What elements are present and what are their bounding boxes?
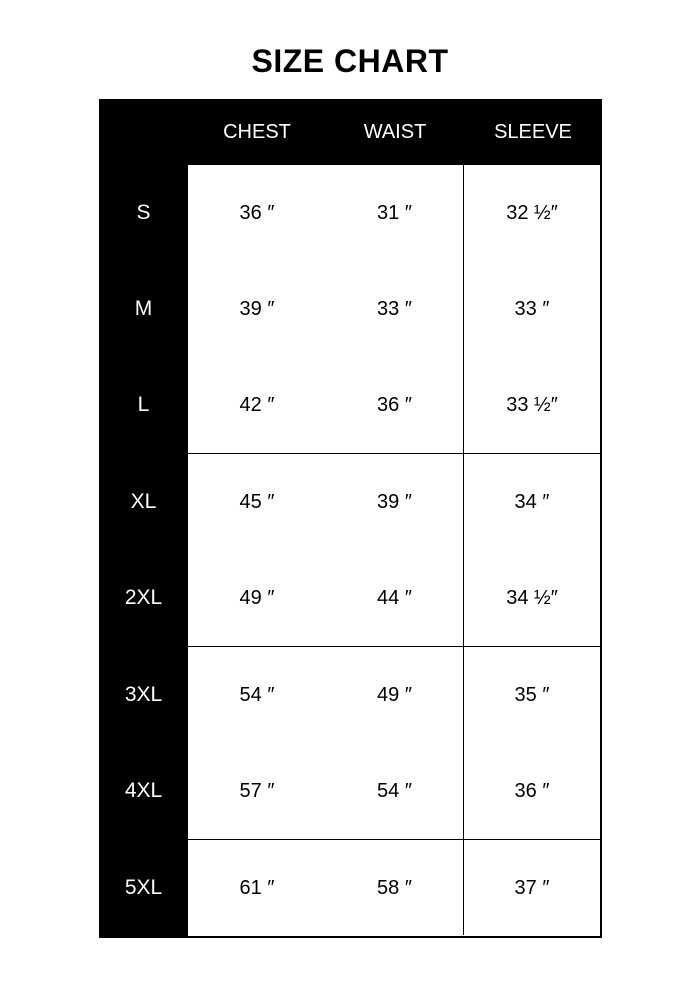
cell-waist-l: 36 ″ bbox=[326, 357, 464, 454]
size-label-l: L bbox=[137, 393, 150, 416]
cell-sleeve-s: 32 ½″ bbox=[464, 165, 600, 262]
cell-chest-l: 42 ″ bbox=[188, 357, 327, 454]
cell-waist-2xl: 44 ″ bbox=[326, 550, 464, 647]
size-label-xl: XL bbox=[130, 490, 157, 513]
size-label-3xl: 3XL bbox=[124, 683, 163, 706]
page-title: SIZE CHART bbox=[251, 43, 449, 79]
size-label-5xl: 5XL bbox=[124, 876, 163, 899]
cell-waist-4xl: 54 ″ bbox=[326, 743, 464, 840]
cell-chest-4xl: 57 ″ bbox=[188, 743, 327, 840]
cell-waist-m: 33 ″ bbox=[326, 261, 464, 358]
cell-chest-s: 36 ″ bbox=[188, 165, 327, 262]
cell-chest-2xl: 49 ″ bbox=[188, 550, 327, 647]
column-header-chest: CHEST bbox=[223, 121, 291, 143]
measurement-grid bbox=[187, 164, 601, 937]
cell-sleeve-4xl: 36 ″ bbox=[464, 743, 600, 840]
cell-chest-xl: 45 ″ bbox=[188, 454, 327, 551]
size-label-s: S bbox=[136, 201, 151, 224]
size-label-4xl: 4XL bbox=[124, 779, 163, 802]
cell-sleeve-5xl: 37 ″ bbox=[464, 840, 600, 935]
cell-chest-3xl: 54 ″ bbox=[188, 647, 327, 744]
cell-sleeve-3xl: 35 ″ bbox=[464, 647, 600, 744]
cell-sleeve-2xl: 34 ½″ bbox=[464, 550, 600, 647]
cell-sleeve-m: 33 ″ bbox=[464, 261, 600, 358]
cell-sleeve-l: 33 ½″ bbox=[464, 357, 600, 454]
cell-waist-3xl: 49 ″ bbox=[326, 647, 464, 744]
cell-waist-xl: 39 ″ bbox=[326, 454, 464, 551]
size-label-2xl: 2XL bbox=[124, 586, 163, 609]
cell-chest-5xl: 61 ″ bbox=[188, 840, 327, 935]
cell-sleeve-xl: 34 ″ bbox=[464, 454, 600, 551]
cell-waist-s: 31 ″ bbox=[326, 165, 464, 262]
column-header-sleeve: SLEEVE bbox=[494, 121, 572, 143]
size-chart-table bbox=[99, 99, 602, 938]
cell-waist-5xl: 58 ″ bbox=[326, 840, 464, 935]
column-header-waist: WAIST bbox=[363, 121, 427, 143]
table-header-row bbox=[99, 99, 602, 165]
size-label-m: M bbox=[134, 297, 153, 320]
cell-chest-m: 39 ″ bbox=[188, 261, 327, 358]
